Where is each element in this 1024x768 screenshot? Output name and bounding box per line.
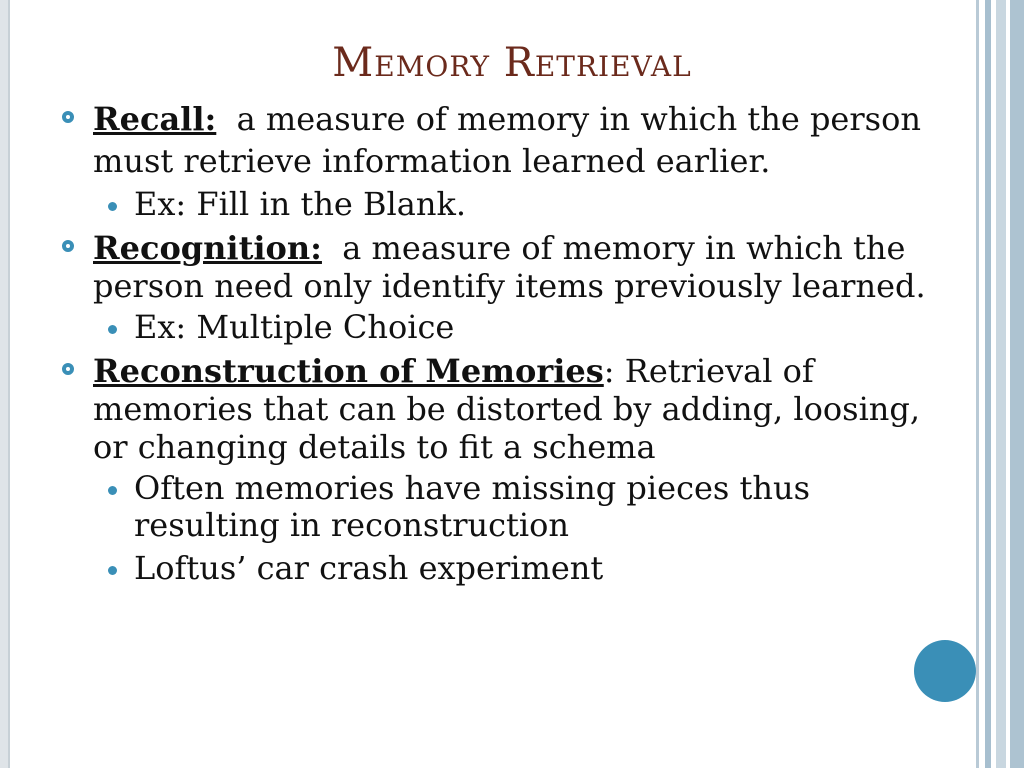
slide-left-border <box>0 0 10 768</box>
decorative-circle <box>914 640 976 702</box>
term-label: Recall: <box>93 100 217 138</box>
decorative-stripes <box>976 0 1024 768</box>
sub-bullet-text: Often memories have missing pieces thus resulting in reconstruction <box>134 469 811 544</box>
sub-bullet-item <box>62 186 957 223</box>
sub-bullet-text: Ex: Fill in the Blank. <box>134 185 467 223</box>
term-label: Recognition: <box>93 229 322 267</box>
bullet-item <box>62 98 957 182</box>
ring-bullet-icon <box>62 240 74 252</box>
slide-title: Memory Retrieval <box>332 40 692 86</box>
sub-bullet-text: Loftus’ car crash experiment <box>134 549 604 587</box>
term-separator <box>216 100 236 138</box>
term-separator: : <box>603 352 625 390</box>
definition-text: a measure of memory in which the person must retrieve information learned earlier. <box>93 100 921 180</box>
dot-bullet-icon <box>108 325 117 334</box>
bullet-item <box>62 352 957 466</box>
dot-bullet-icon <box>108 202 117 211</box>
ring-bullet-icon <box>62 363 74 375</box>
ring-bullet-icon <box>62 111 74 123</box>
dot-bullet-icon <box>108 486 117 495</box>
slide-content <box>62 98 957 593</box>
sub-bullet-item <box>62 309 957 346</box>
bullet-item <box>62 229 957 305</box>
sub-bullet-text: Ex: Multiple Choice <box>134 308 455 346</box>
term-label: Reconstruction of Memories <box>93 352 604 390</box>
definition-text: a measure of memory in which the person need only identify items previously learned. <box>93 229 926 305</box>
definition-text: Retrieval of memories that can be distorted by adding, loosing, or changing details to fit a schema <box>93 352 921 466</box>
dot-bullet-icon <box>108 566 117 575</box>
term-separator <box>322 229 342 267</box>
sub-bullet-item <box>62 550 957 587</box>
sub-bullet-item <box>62 470 957 544</box>
